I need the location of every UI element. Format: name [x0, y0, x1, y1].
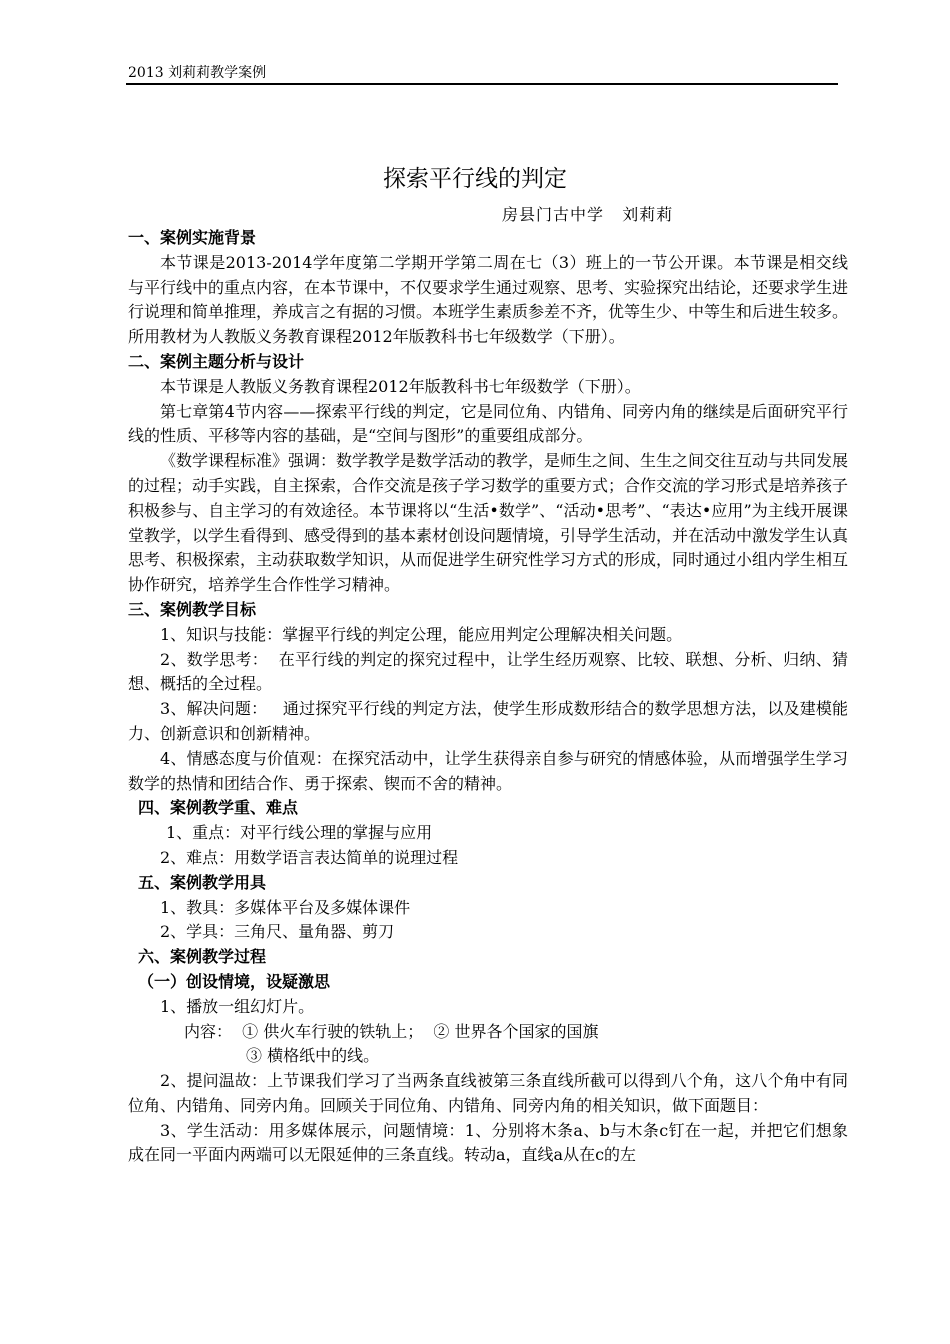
section-heading-design: 二、案例主题分析与设计: [128, 351, 305, 371]
paragraph: 1、知识与技能：掌握平行线的判定公理，能应用判定公理解决相关问题。: [160, 624, 683, 644]
paragraph: 1、教具：多媒体平台及多媒体课件: [160, 897, 411, 917]
paragraph: 4、情感态度与价值观：在探究活动中，让学生获得亲自参与研究的情感体验，从而增强学生学习数学的热情和团结合作、勇于探索、锲而不舍的精神。: [128, 748, 848, 793]
paragraph: 本节课是人教版义务教育课程2012年版教科书七年级数学（下册）。: [160, 376, 641, 396]
section-heading-process: 六、案例教学过程: [138, 947, 267, 967]
section-heading-goals: 三、案例教学目标: [128, 599, 257, 619]
paragraph: 内容： ① 供火车行驶的铁轨上； ② 世界各个国家的国旗: [184, 1021, 599, 1041]
document-body: [128, 226, 848, 1168]
header-rule: [126, 83, 838, 85]
section-heading-background: 一、案例实施背景: [128, 228, 257, 247]
page-header: 2013 刘莉莉教学案例: [128, 65, 267, 81]
section-heading-tools: 五、案例教学用具: [138, 872, 267, 892]
paragraph: 第七章第4节内容——探索平行线的判定，它是同位角、内错角、同旁内角的继续是后面研究平行线的性质、平移等内容的基础，是“空间与图形”的重要组成部分。: [128, 401, 848, 446]
paragraph: 2、难点：用数学语言表达简单的说理过程: [160, 847, 459, 867]
paragraph: 《数学课程标准》强调：数学教学是数学活动的教学，是师生之间、生生之间交往互动与共同发展的过程；动手实践，自主探索，合作交流是孩子学习数学的重要方式；合作交流的学习形式是培养孩子积极参与、自主学习的有效途径。本节课将以“生活•数学”、“活动•思考”、“表达•应用”为主线开展课堂教学，以学生看得到、感受得到的基本素材创设问题情境，引导学生活动，并在活动中激发学生认真思考、积极探索，主动获取数学知识，从而促进学生研究性学习方式的形成，同时通过小组内学生相互协作研究，培养学生合作性学习精神。: [128, 451, 849, 595]
paragraph: 2、数学思考： 在平行线的判定的探究过程中，让学生经历观察、比较、联想、分析、归纳、猜想、概括的全过程。: [128, 649, 848, 694]
paragraph: 1、重点：对平行线公理的掌握与应用: [166, 823, 433, 843]
paragraph: 2、提问温故：上节课我们学习了当两条直线被第三条直线所截可以得到八个角，这八个角中有同位角、内错角、同旁内角。回顾关于同位角、内错角、同旁内角的相关知识，做下面题目：: [128, 1071, 848, 1115]
paragraph: 3、学生活动：用多媒体展示，问题情境：1、分别将木条a、b与木条c钉在一起，并把它们想象成在同一平面内两端可以无限延伸的三条直线。转动a，直线a从在c的左: [128, 1120, 848, 1165]
paragraph: ③ 横格纸中的线。: [246, 1046, 380, 1066]
document-author: 房县门古中学 刘莉莉: [502, 205, 674, 224]
paragraph: 3、解决问题： 通过探究平行线的判定方法，使学生形成数形结合的数学思想方法，以及建模能力、创新意识和创新精神。: [128, 699, 848, 743]
paragraph: 2、学具：三角尺、量角器、剪刀: [160, 922, 395, 942]
subsection-heading: （一）创设情境，设疑激思: [138, 971, 331, 991]
document-title: 探索平行线的判定: [383, 166, 567, 192]
paragraph: 本节课是2013-2014学年度第二学期开学第二周在七（3）班上的一节公开课。本节课是相交线与平行线中的重点内容，在本节课中，不仅要求学生通过观察、思考、实验探究出结论，还要求学生进行说理和简单推理，养成言之有据的习惯。本班学生素质参差不齐，优等生少、中等生和后进生较多。所用教材为人教版义务教育课程2012年版教科书七年级数学（下册）。: [128, 252, 849, 347]
section-heading-key-points: 四、案例教学重、难点: [138, 798, 299, 818]
paragraph: 1、播放一组幻灯片。: [160, 996, 315, 1016]
